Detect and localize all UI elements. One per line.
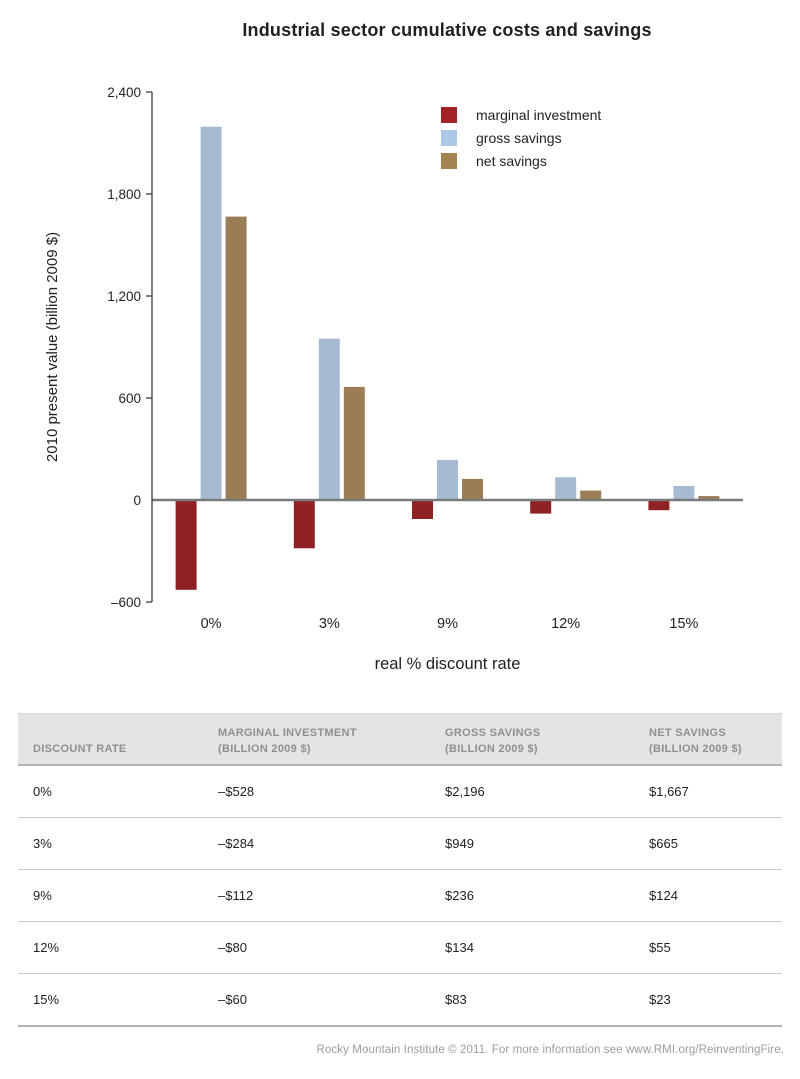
- x-tick-label: 9%: [437, 616, 458, 632]
- table-cell: $23: [649, 992, 671, 1007]
- bar-net-savings-9%: [462, 479, 483, 500]
- y-tick-label: 1,200: [107, 288, 141, 304]
- table-body: [18, 766, 782, 1027]
- x-tick-label: 0%: [200, 616, 222, 632]
- table-cell: –$112: [218, 888, 254, 903]
- legend-swatch-icon: [441, 107, 457, 123]
- chart-title: Industrial sector cumulative costs and savings: [242, 20, 652, 40]
- bar-net-savings-0%: [226, 217, 247, 500]
- table-cell: 15%: [33, 992, 60, 1007]
- y-tick-label: 0: [133, 492, 141, 508]
- table-cell: $949: [445, 836, 474, 851]
- chart-legend: [441, 103, 601, 172]
- table-row: [18, 766, 782, 818]
- column-header-sublabel: (BILLION 2009 $): [445, 742, 538, 755]
- table-row: [18, 922, 782, 974]
- footer-attribution: Rocky Mountain Institute © 2011. For more information see www.RMI.org/ReinventingFire.: [316, 1044, 784, 1056]
- data-table: [18, 713, 782, 1027]
- column-header-label: GROSS SAVINGS: [445, 727, 541, 740]
- legend-label: net savings: [476, 152, 547, 169]
- column-header: [203, 714, 430, 764]
- y-tick-label: 1,800: [107, 186, 141, 202]
- y-tick-label: 2,400: [107, 84, 141, 100]
- table-row: [18, 870, 782, 922]
- legend-label: marginal investment: [476, 106, 602, 123]
- column-header-label: NET SAVINGS: [649, 727, 727, 740]
- table-row: [18, 818, 782, 870]
- legend-label: gross savings: [476, 129, 562, 146]
- table-cell: 3%: [33, 836, 52, 851]
- y-tick-label: –600: [110, 594, 141, 610]
- column-header-label: DISCOUNT RATE: [33, 742, 127, 755]
- legend-item-marginal-investment: [441, 103, 601, 126]
- x-tick-label: 12%: [551, 616, 581, 632]
- legend-item-net-savings: [441, 149, 601, 172]
- table-header-row: [18, 713, 782, 766]
- legend-swatch-icon: [441, 153, 457, 169]
- bar-marginal-investment-12%: [530, 500, 551, 514]
- bar-gross-savings-15%: [673, 486, 694, 500]
- x-tick-label: 15%: [669, 616, 699, 632]
- y-axis-title: 2010 present value (billion 2009 $): [44, 231, 61, 463]
- table-cell: $124: [649, 888, 678, 903]
- table-cell: –$80: [218, 940, 247, 955]
- legend-swatch-icon: [441, 130, 457, 146]
- bar-gross-savings-3%: [319, 339, 340, 500]
- table-cell: 9%: [33, 888, 52, 903]
- table-cell: $55: [649, 940, 671, 955]
- bar-marginal-investment-3%: [294, 500, 315, 548]
- bar-gross-savings-12%: [555, 477, 576, 500]
- table-cell: $1,667: [649, 784, 689, 799]
- bar-gross-savings-9%: [437, 460, 458, 500]
- table-cell: $236: [445, 888, 474, 903]
- bar-net-savings-3%: [344, 387, 365, 500]
- column-header-sublabel: (BILLION 2009 $): [649, 742, 742, 755]
- table-cell: $2,196: [445, 784, 485, 799]
- table-cell: 12%: [33, 940, 60, 955]
- column-header-sublabel: (BILLION 2009 $): [218, 742, 311, 755]
- table-cell: –$528: [218, 784, 255, 799]
- table-cell: $134: [445, 940, 474, 955]
- legend-item-gross-savings: [441, 126, 601, 149]
- table-row: [18, 974, 782, 1027]
- column-header-label: MARGINAL INVESTMENT: [218, 727, 357, 740]
- bar-gross-savings-0%: [201, 127, 222, 500]
- bar-net-savings-12%: [580, 491, 601, 500]
- table-cell: –$60: [218, 992, 247, 1007]
- table-cell: $83: [445, 992, 467, 1007]
- y-tick-label: 600: [118, 390, 141, 406]
- x-tick-label: 3%: [318, 616, 340, 632]
- table-cell: –$284: [218, 836, 255, 851]
- bar-marginal-investment-0%: [176, 500, 197, 590]
- bar-marginal-investment-9%: [412, 500, 433, 519]
- table-cell: $665: [649, 836, 678, 851]
- table-cell: 0%: [33, 784, 52, 799]
- column-header: [18, 714, 203, 764]
- bar-marginal-investment-15%: [648, 500, 669, 510]
- column-header: [634, 714, 782, 764]
- x-axis-title: real % discount rate: [374, 655, 521, 673]
- column-header: [430, 714, 634, 764]
